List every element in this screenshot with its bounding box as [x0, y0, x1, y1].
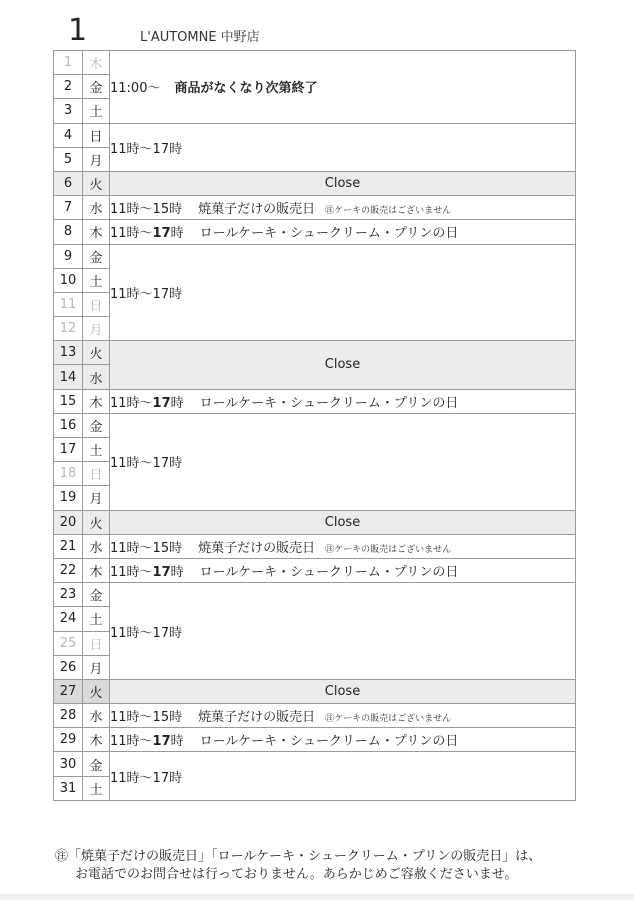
hours-start: 11時〜 [110, 565, 153, 581]
hours-end-bold: 17 [152, 565, 171, 581]
day-number: 1 [54, 51, 83, 75]
hours-unit: 時 [170, 734, 184, 750]
weekday: 金 [83, 413, 110, 437]
closed-cell: Close [110, 510, 576, 534]
weekday: 木 [83, 389, 110, 413]
weekday: 火 [83, 510, 110, 534]
table-row [54, 534, 576, 558]
weekday: 日 [83, 631, 110, 655]
day-number: 8 [54, 220, 83, 244]
calendar-table [53, 50, 576, 801]
table-row [54, 123, 576, 147]
schedule-cell [110, 534, 576, 558]
weekday: 木 [83, 728, 110, 752]
cake-note: ㊟ケーキの販売はございません [325, 206, 452, 217]
day-number: 9 [54, 244, 83, 268]
weekday: 土 [83, 607, 110, 631]
hours-text: 11時〜17時 [110, 286, 183, 302]
day-number: 20 [54, 510, 83, 534]
schedule-cell [110, 583, 576, 680]
roll-day-label: ロールケーキ・シュークリーム・プリンの日 [199, 734, 459, 750]
weekday: 金 [83, 752, 110, 776]
schedule-cell [110, 220, 576, 244]
day-number: 6 [54, 171, 83, 195]
table-row [54, 171, 576, 195]
day-number: 24 [54, 607, 83, 631]
roll-day-label: ロールケーキ・シュークリーム・プリンの日 [199, 395, 459, 411]
footer-line-2: お電話でのお問合せは行っておりません。あらかじめご容赦くださいませ。 [75, 867, 518, 882]
day-number: 21 [54, 534, 83, 558]
hours-start: 11時〜 [110, 226, 153, 242]
weekday: 日 [83, 123, 110, 147]
table-row [54, 583, 576, 607]
day-number: 5 [54, 147, 83, 171]
day-number: 26 [54, 655, 83, 679]
weekday: 金 [83, 583, 110, 607]
table-row [54, 558, 576, 582]
schedule-cell [110, 413, 576, 510]
day-number: 22 [54, 558, 83, 582]
weekday: 土 [83, 99, 110, 123]
table-row [54, 244, 576, 268]
hours-end-bold: 17 [152, 226, 171, 242]
hours-text: 11時〜17時 [110, 625, 183, 641]
table-row [54, 413, 576, 437]
roll-day-label: ロールケーキ・シュークリーム・プリンの日 [199, 565, 459, 581]
open-time: 11:00〜 [110, 81, 161, 97]
day-number: 14 [54, 365, 83, 389]
weekday: 土 [83, 268, 110, 292]
hours-text: 11時〜17時 [110, 141, 183, 157]
schedule-cell [110, 244, 576, 341]
day-number: 28 [54, 704, 83, 728]
schedule-cell [110, 558, 576, 582]
weekday: 火 [83, 341, 110, 365]
day-number: 31 [54, 776, 83, 800]
hours-text: 11時〜15時 [110, 710, 183, 726]
schedule-cell [110, 728, 576, 752]
day-number: 10 [54, 268, 83, 292]
hours-unit: 時 [170, 565, 184, 581]
schedule-cell [110, 51, 576, 124]
baked-only-label: 焼菓子だけの販売日 [198, 540, 316, 556]
table-row [54, 704, 576, 728]
day-number: 27 [54, 679, 83, 703]
day-number: 11 [54, 292, 83, 316]
weekday: 土 [83, 776, 110, 800]
closed-cell: Close [110, 341, 576, 389]
weekday: 土 [83, 438, 110, 462]
weekday: 水 [83, 365, 110, 389]
roll-day-label: ロールケーキ・シュークリーム・プリンの日 [199, 226, 459, 242]
table-row [54, 341, 576, 365]
day-number: 13 [54, 341, 83, 365]
day-number: 4 [54, 123, 83, 147]
day-number: 18 [54, 462, 83, 486]
month-number: 1 [68, 13, 88, 48]
footer-line-1: ㊟「焼菓子だけの販売日」「ロールケーキ・シュークリーム・プリンの販売日」は、 [55, 849, 542, 864]
weekday: 木 [83, 558, 110, 582]
day-number: 2 [54, 75, 83, 99]
weekday: 水 [83, 534, 110, 558]
hours-end-bold: 17 [152, 395, 171, 411]
weekday: 日 [83, 292, 110, 316]
hours-text: 11時〜15時 [110, 540, 183, 556]
schedule-cell [110, 123, 576, 171]
table-row [54, 752, 576, 776]
table-row [54, 510, 576, 534]
day-number: 30 [54, 752, 83, 776]
weekday: 月 [83, 147, 110, 171]
sold-out-message: 商品がなくなり次第終了 [174, 81, 318, 97]
day-number: 25 [54, 631, 83, 655]
weekday: 水 [83, 196, 110, 220]
bottom-bar [0, 894, 634, 900]
hours-start: 11時〜 [110, 395, 153, 411]
baked-only-label: 焼菓子だけの販売日 [198, 710, 316, 726]
table-row [54, 196, 576, 220]
hours-text: 11時〜15時 [110, 202, 183, 218]
schedule-cell [110, 704, 576, 728]
day-number: 15 [54, 389, 83, 413]
weekday: 火 [83, 679, 110, 703]
footer-note [55, 848, 541, 884]
cake-note: ㊟ケーキの販売はございません [325, 544, 452, 555]
table-row [54, 728, 576, 752]
closed-cell: Close [110, 679, 576, 703]
closed-cell: Close [110, 171, 576, 195]
hours-start: 11時〜 [110, 734, 153, 750]
day-number: 17 [54, 438, 83, 462]
weekday: 日 [83, 462, 110, 486]
weekday: 木 [83, 220, 110, 244]
day-number: 12 [54, 317, 83, 341]
weekday: 木 [83, 51, 110, 75]
day-number: 3 [54, 99, 83, 123]
weekday: 月 [83, 655, 110, 679]
weekday: 水 [83, 704, 110, 728]
hours-unit: 時 [170, 226, 184, 242]
hours-end-bold: 17 [152, 734, 171, 750]
day-number: 23 [54, 583, 83, 607]
hours-unit: 時 [170, 395, 184, 411]
weekday: 火 [83, 171, 110, 195]
weekday: 月 [83, 486, 110, 510]
weekday: 金 [83, 75, 110, 99]
day-number: 16 [54, 413, 83, 437]
hours-text: 11時〜17時 [110, 770, 183, 786]
schedule-cell [110, 389, 576, 413]
table-row [54, 389, 576, 413]
hours-text: 11時〜17時 [110, 456, 183, 472]
table-row [54, 220, 576, 244]
weekday: 月 [83, 317, 110, 341]
schedule-cell [110, 752, 576, 800]
day-number: 7 [54, 196, 83, 220]
schedule-cell [110, 196, 576, 220]
day-number: 19 [54, 486, 83, 510]
shop-name: L'AUTOMNE 中野店 [140, 30, 260, 45]
table-row [54, 51, 576, 75]
baked-only-label: 焼菓子だけの販売日 [198, 202, 316, 218]
table-row [54, 679, 576, 703]
weekday: 金 [83, 244, 110, 268]
day-number: 29 [54, 728, 83, 752]
cake-note: ㊟ケーキの販売はございません [325, 714, 452, 725]
